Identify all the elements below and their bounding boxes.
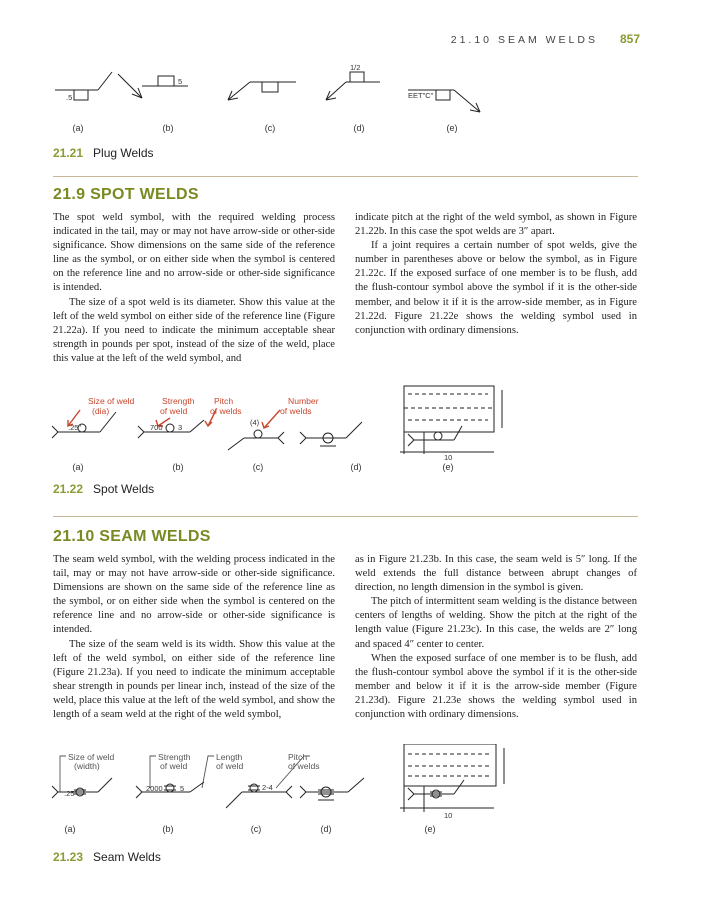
annotation-dia: (dia) [92,406,110,416]
fig-letter: (d) [320,824,332,834]
figure-spot-welds [50,382,650,477]
plug-e-symbol [436,90,450,100]
seam-e-part [404,744,496,786]
annotation-pitch: Pitch [288,752,308,762]
fig-letter: (c) [250,824,262,834]
paragraph: indicate pitch at the right of the weld symbol, as shown in Figure 21.22b. In this case the spot welds are 3″ apart. [355,212,637,238]
fig-letter: (e) [424,824,436,834]
figure-caption-plug [53,146,154,160]
plug-d-symbol [350,72,364,82]
fig-letter: (b) [162,824,174,834]
figure-caption-spot [53,482,154,496]
fig-letter: (a) [72,123,84,133]
seam-dim-value: 10 [444,811,453,820]
spot-dim-value: 10 [444,453,453,462]
seam-length-value: 5 [180,784,185,793]
seam-strength-value: 2000 [146,784,163,793]
caption-title: Plug Welds [93,146,154,160]
running-header [40,30,640,48]
paragraph: The size of the seam weld is its width. Show this value at the left of the weld symbol, on either side of the reference line (Figure 21.23a). If you need to indicate the minimum acceptable shear strength in pounds per linear inch, instead of the size of the weld, place this value at the left of the weld symbol, and show the length of a seam weld at the right of the weld symbol, [53,638,335,721]
annotation-of-weld: of weld [160,761,188,771]
fig-letter: (b) [162,123,174,133]
spot-left-column [53,211,335,366]
annotation-number: Number [288,396,319,406]
spot-right-column [355,211,637,338]
fig-letter: (e) [446,123,458,133]
annotation-strength: Strength [162,396,195,406]
caption-title: Seam Welds [93,850,161,864]
plug-weld-drawings [50,60,650,126]
plug-d-size: 1/2 [350,63,361,72]
figure-seam-welds [50,744,650,839]
spot-size-value: .25" [68,423,82,432]
annotation-of-weld: of weld [160,406,188,416]
fig-letter: (c) [252,462,264,472]
spot-pitch-value: 3 [178,423,183,432]
paragraph: The seam weld symbol, with the welding process indicated in the tail, may or may not have arrow-side or other-side significance. Dimensions are shown on the same side of the reference line as the symbol, or on either side when the symbol is centered on the reference line and no arrow-side or other-side significance is intended. [53,554,335,636]
seam-pitch-value: 2-4 [262,783,273,792]
spot-count-value: (4) [250,418,260,427]
section-divider [53,516,638,517]
section-heading-spot-welds: 21.9 SPOT WELDS [53,186,199,203]
paragraph: The spot weld symbol, with the required welding process indicated in the tail, may or may not have arrow-side or other-side significance. Show dimensions on the same side of the reference line as the symbol, or on either side when the symbol is centered on the reference line and no arrow-side or other-side significance is intended. [53,212,335,294]
plug-a-symbol [74,90,88,100]
seam-size-value: .25" [64,789,78,798]
spot-e-part [404,386,494,432]
fig-letter: (a) [72,462,84,472]
plug-b-size: 5 [178,77,183,86]
seam-left-column [53,553,335,722]
caption-number: 21.21 [53,146,84,160]
paragraph: The pitch of intermittent seam welding is the distance between centers of lengths of welding. Show the pitch at the right of the length value (Figure 21.23c). In this case, the welds are 2″ long and spaced 4″ center to center. [355,596,637,650]
caption-number: 21.22 [53,482,84,496]
plug-b-symbol [158,76,174,86]
annotation-length: Length [216,752,243,762]
plug-a-size: .5 [66,93,73,102]
paragraph: If a joint requires a certain number of spot welds, give the number in parentheses above or below the symbol, as in Figure 21.22c. If the exposed surface of one member is to be flush, add the flush-contour symbol above the symbol if it is the other-side member, and below it if it is the arrow-side member, as in Figure 21.22d. Figure 21.22e shows the welding symbol used in conjunction with ordinary dimensions. [355,240,637,336]
spot-strength-value: 700 [150,423,163,432]
plug-e-text: EET"C" [408,91,434,100]
seam-c-symbol [250,784,258,792]
annotation-strength: Strength [158,752,191,762]
fig-letter: (b) [172,462,184,472]
fig-letter: (e) [442,462,454,472]
section-heading-seam-welds: 21.10 SEAM WELDS [53,528,211,545]
plug-c-symbol [262,82,278,92]
spot-b-symbol [166,424,174,432]
section-divider [53,176,638,177]
annotation-width: (width) [74,761,100,771]
paragraph: When the exposed surface of one member is to be flush, add the flush-contour symbol above the symbol if it is the other-side member and below it if it is the arrow-side member (Figure 21.23d). Figure 21.23e shows the welding symbol used in conjunction with ordinary dimensions. [355,652,637,721]
seam-weld-drawings [50,744,650,824]
spot-c-symbol [254,430,262,438]
paragraph: The size of a spot weld is its diameter. Show this value at the left of the weld symbol on either side of the reference line (Figure 21.22a). If you need to indicate the minimum acceptable shear strength in pounds per spot, instead of the size of the weld, place this value at the left of the weld symbol, and [53,296,335,364]
fig-letter: (c) [264,123,276,133]
annotation-size-of-weld: Size of weld [68,752,115,762]
seam-b-symbol [166,784,174,792]
annotation-of-weld-2: of weld [216,761,244,771]
figure-plug-welds [50,60,650,140]
fig-letter: (d) [353,123,365,133]
paragraph: as in Figure 21.23b. In this case, the seam weld is 5″ long. If the weld extends the full distance between abrupt changes of direction, no length dimension in the symbol is given. [355,554,637,594]
page-number: 857 [619,32,640,46]
fig-letter: (d) [350,462,362,472]
annotation-of-welds: of welds [288,761,320,771]
fig-letter: (a) [64,824,76,834]
figure-caption-seam [53,850,161,864]
caption-title: Spot Welds [93,482,155,496]
caption-number: 21.23 [53,850,84,864]
annotation-of-welds-2: of welds [280,406,312,416]
annotation-pitch: Pitch [214,396,234,406]
annotation-of-welds: of welds [210,406,242,416]
header-section-title: 21.10 SEAM WELDS [450,34,598,46]
seam-right-column [355,553,637,722]
spot-weld-drawings [50,382,650,462]
annotation-size-of-weld: Size of weld [88,396,135,406]
